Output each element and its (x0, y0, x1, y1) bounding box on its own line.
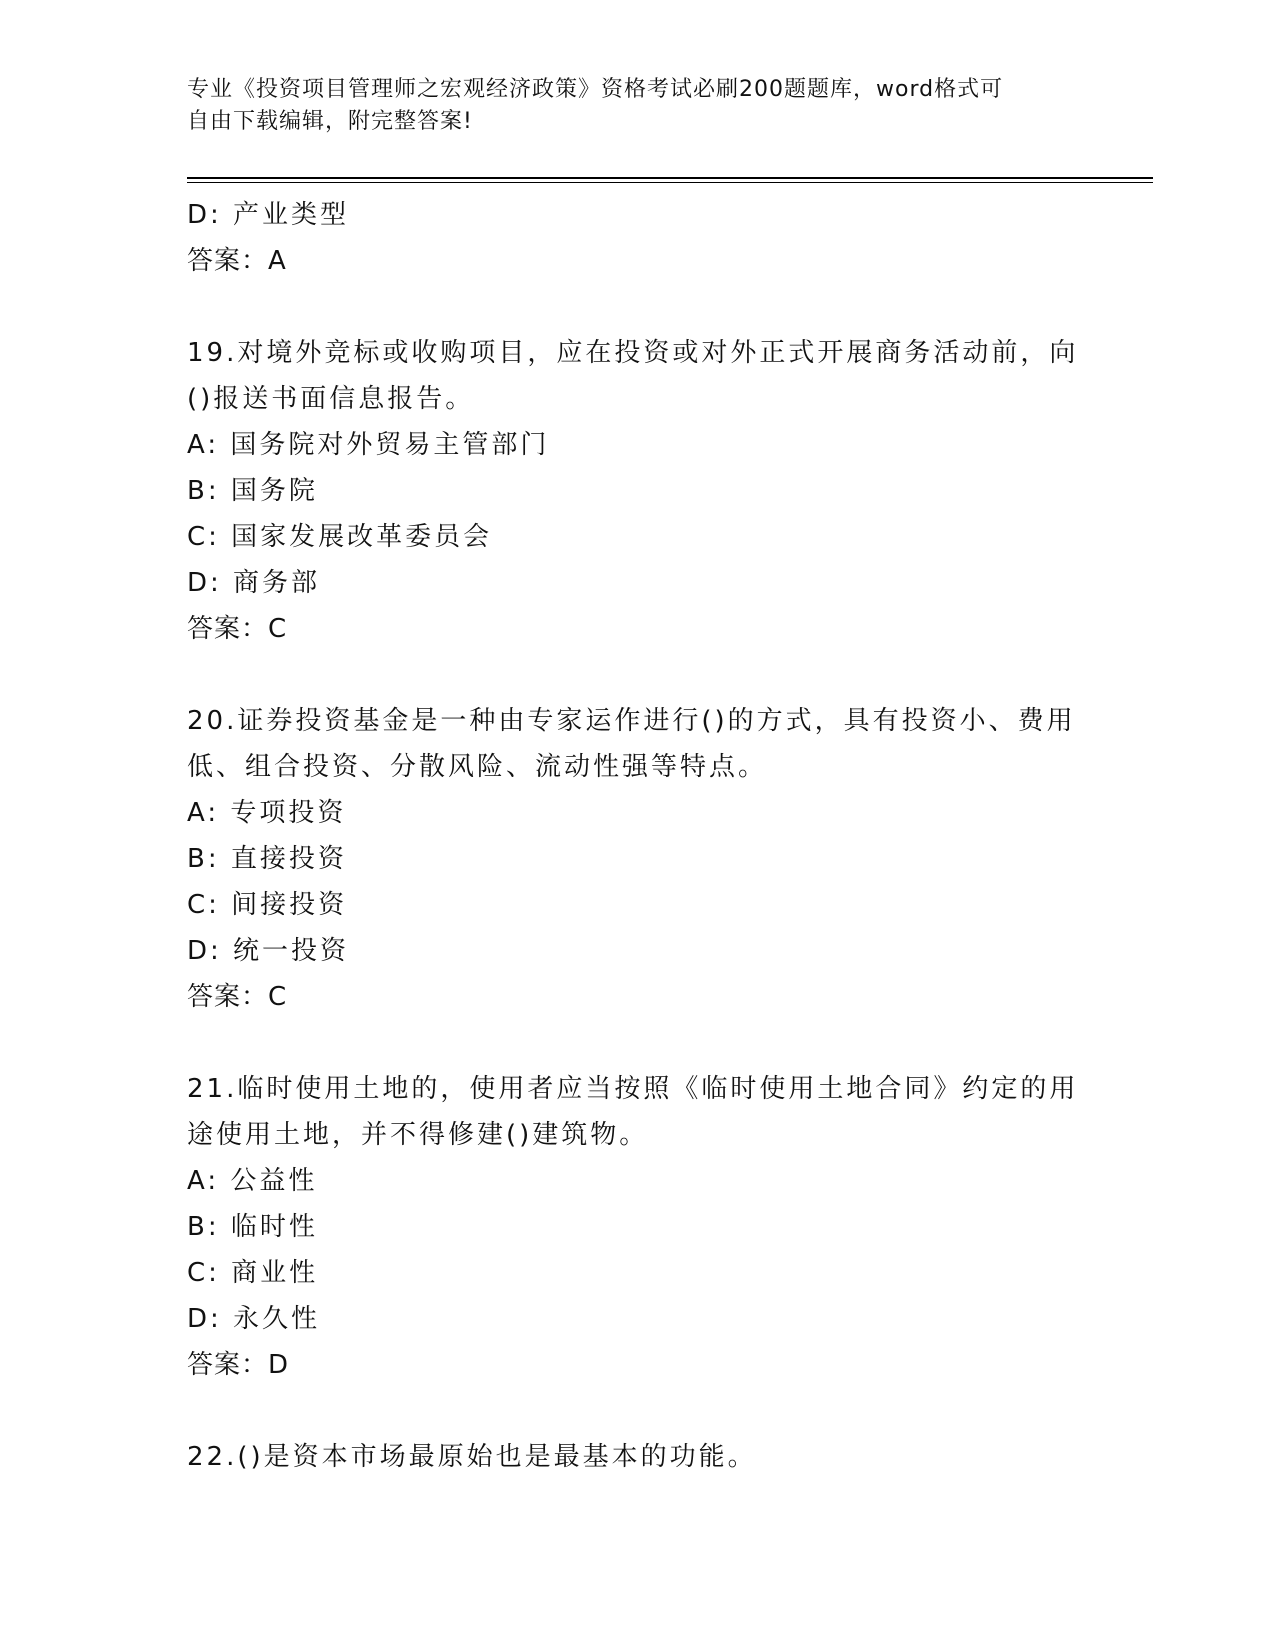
question-22 (187, 1434, 1087, 1480)
header-divider-thin (187, 182, 1153, 183)
question-20 (187, 698, 1087, 1020)
option-a: A: 国务院对外贸易主管部门 (187, 430, 550, 460)
question-stem: 19.对境外竞标或收购项目，应在投资或对外正式开展商务活动前，向 (187, 338, 1079, 368)
prev-answer: 答案：A (187, 246, 287, 276)
document-header (187, 74, 1067, 138)
header-line-2: 自由下载编辑，附完整答案! (187, 109, 473, 134)
option-b: B: 国务院 (187, 476, 318, 506)
option-d: D: 永久性 (187, 1304, 321, 1334)
prev-option-d: D: 产业类型 (187, 200, 350, 230)
question-stem: 20.证券投资基金是一种由专家运作进行()的方式，具有投资小、费用 (187, 706, 1076, 736)
spacer (187, 284, 1087, 330)
option-c: C: 国家发展改革委员会 (187, 522, 493, 552)
document-body (187, 192, 1087, 1480)
option-d: D: 商务部 (187, 568, 321, 598)
question-stem: 21.临时使用土地的，使用者应当按照《临时使用土地合同》约定的用 (187, 1074, 1079, 1104)
option-b: B: 临时性 (187, 1212, 318, 1242)
question-stem: 低、组合投资、分散风险、流动性强等特点。 (187, 752, 768, 782)
header-line-1: 专业《投资项目管理师之宏观经济政策》资格考试必刷200题题库，word格式可 (187, 77, 1004, 102)
answer: 答案：D (187, 1350, 290, 1380)
option-a: A: 公益性 (187, 1166, 318, 1196)
question-19 (187, 330, 1087, 652)
option-a: A: 专项投资 (187, 798, 347, 828)
question-stem: 途使用土地，并不得修建()建筑物。 (187, 1120, 649, 1150)
spacer (187, 652, 1087, 698)
answer: 答案：C (187, 614, 288, 644)
option-d: D: 统一投资 (187, 936, 350, 966)
question-stem: ()报送书面信息报告。 (187, 384, 475, 414)
option-c: C: 间接投资 (187, 890, 348, 920)
spacer (187, 1388, 1087, 1434)
question-21 (187, 1066, 1087, 1388)
option-b: B: 直接投资 (187, 844, 347, 874)
header-divider-thick (187, 177, 1153, 179)
option-c: C: 商业性 (187, 1258, 319, 1288)
question-stem: 22.()是资本市场最原始也是最基本的功能。 (187, 1442, 757, 1472)
answer: 答案：C (187, 982, 288, 1012)
spacer (187, 1020, 1087, 1066)
